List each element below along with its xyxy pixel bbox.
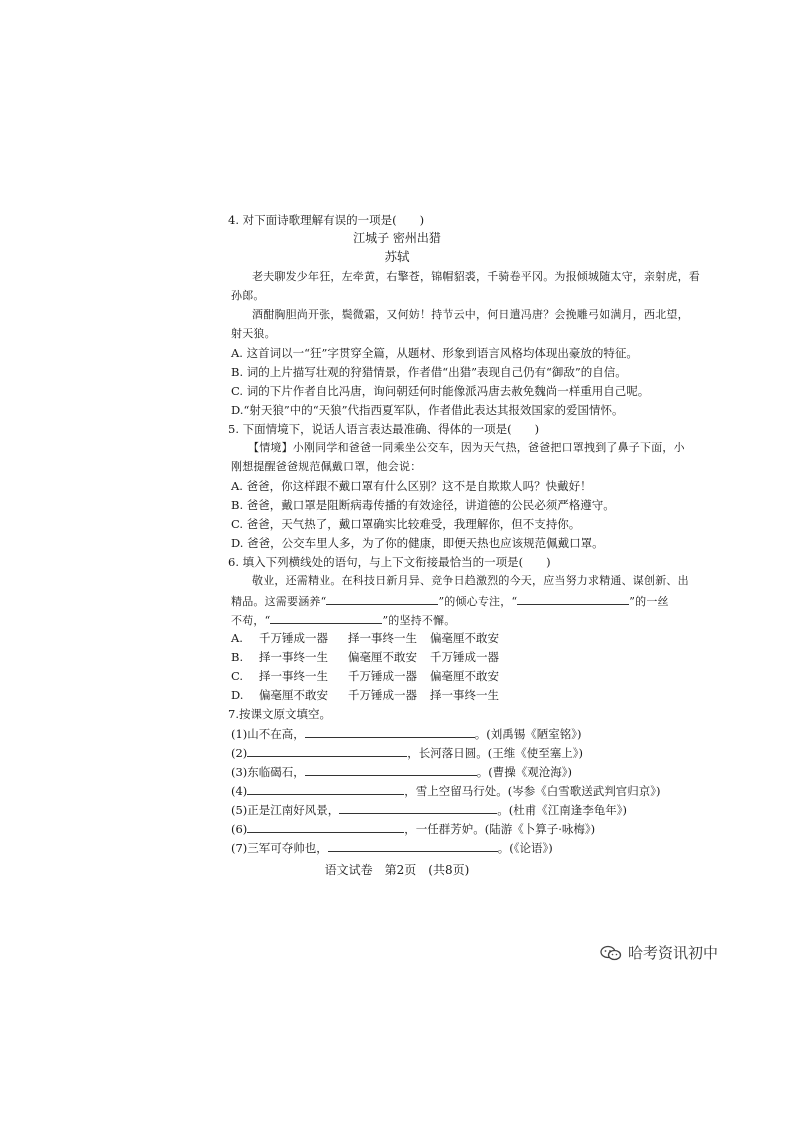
q6-blank-3	[270, 611, 382, 624]
q7-item-prefix: (1)山不在高，	[231, 727, 305, 741]
q6-option-label: D.	[231, 688, 244, 702]
poem-author: 苏轼	[384, 249, 410, 264]
q7-item-source: 。(杜甫《江南逢李龟年》)	[497, 803, 628, 817]
q7-item-prefix: (3)东临碣石，	[231, 765, 305, 779]
q5-option-d: D. 爸爸，公交车里人多，为了你的健康，即便天热也应该规范佩戴口罩。	[231, 536, 604, 550]
q6-text-b	[231, 592, 669, 610]
q6-text-b3: ”的一丝	[629, 595, 669, 608]
q6-option-label: C.	[231, 669, 244, 683]
q6-text-b2: ”的倾心专注，“	[438, 595, 518, 608]
q6-option-cell: 偏毫厘不敢安	[348, 650, 417, 664]
q6-option-cell: 千万锤成一器	[348, 688, 417, 702]
poem-line-1b: 孙郎。	[231, 289, 265, 302]
wechat-icon	[600, 945, 622, 961]
q7-answer-blank	[247, 820, 404, 833]
q7-item-1	[231, 725, 582, 742]
poem-line-2a: 酒酣胸胆尚开张，鬓微霜，又何妨！持节云中，何日遣冯唐？会挽雕弓如满月，西北望，	[252, 308, 689, 321]
q6-option-d	[231, 687, 499, 703]
q6-text-c1: 不苟，“	[231, 614, 271, 627]
q6-option-cell: 择一事终一生	[348, 631, 417, 645]
q5-context-a: 【情境】小刚同学和爸爸一同乘坐公交车，因为天气热，爸爸把口罩拽到了鼻子下面，小	[248, 441, 685, 454]
q6-text-b1: 精品。这需要涵养“	[231, 595, 327, 608]
q7-item-source: ，长河落日圆。(王维《使至塞上》)	[407, 746, 584, 760]
q5-stem: 5. 下面情境下，说话人语言表达最准确、得体的一项是( )	[228, 422, 540, 436]
q7-item-source: ，雪上空留马行处。(岑参《白雪歌送武判官归京》)	[404, 784, 661, 798]
q6-option-cell: 千万锤成一器	[348, 669, 417, 683]
q6-stem: 6. 填入下列横线处的语句，与上下文衔接最恰当的一项是( )	[228, 555, 551, 569]
q4-option-a: A. 这首词以一“狂”字贯穿全篇，从题材、形象到语言风格均体现出豪放的特征。	[231, 346, 638, 360]
q6-option-cell: 择一事终一生	[259, 650, 328, 664]
q6-option-cell: 择一事终一生	[430, 688, 499, 702]
q7-item-prefix: (5)正是江南好风景，	[231, 803, 340, 817]
watermark-text: 哈考资讯初中	[628, 944, 719, 962]
q5-option-b: B. 爸爸，戴口罩是阻断病毒传播的有效途径，讲道德的公民必须严格遵守。	[231, 498, 615, 512]
q4-option-b: B. 词的上片描写壮观的狩猎情景，作者借“出猎”表现自己仍有“御敌”的自信。	[231, 365, 627, 379]
q6-option-cell: 偏毫厘不敢安	[430, 669, 499, 683]
q6-blank-2	[517, 592, 629, 605]
q6-option-cell: 择一事终一生	[259, 669, 328, 683]
q6-text-c	[231, 611, 455, 629]
q4-option-c: C. 词的下片作者自比冯唐，询问朝廷何时能像派冯唐去赦免魏尚一样重用自己呢。	[231, 384, 650, 398]
q7-item-source: 。(《论语》)	[497, 841, 553, 855]
q6-text-c2: ”的坚持不懈。	[382, 614, 456, 627]
page-footer: 语文试卷 第2页 (共8页)	[324, 863, 470, 877]
q7-item-prefix: (4)	[231, 784, 248, 798]
q6-option-cell: 偏毫厘不敢安	[430, 631, 499, 645]
q7-answer-blank	[328, 839, 498, 852]
q6-option-cell: 千万锤成一器	[430, 650, 499, 664]
q7-answer-blank	[305, 725, 475, 738]
q7-item-7	[231, 839, 553, 856]
q7-item-3	[231, 763, 572, 780]
q6-option-b	[231, 649, 499, 665]
q7-item-prefix: (2)	[231, 746, 248, 760]
poem-line-1a: 老夫聊发少年狂，左牵黄，右擎苍，锦帽貂裘，千骑卷平冈。为报倾城随太守，亲射虎，看	[252, 270, 700, 283]
q6-option-a	[231, 630, 499, 646]
q7-answer-blank	[339, 801, 497, 814]
q7-item-2	[231, 744, 583, 761]
q6-option-cell: 偏毫厘不敢安	[259, 688, 328, 702]
q7-item-5	[231, 801, 627, 818]
q7-item-6	[231, 820, 595, 837]
q7-item-prefix: (7)三军可夺帅也，	[231, 841, 328, 855]
q4-option-d: D.“射天狼”中的“天狼”代指西夏军队，作者借此表达其报效国家的爱国情怀。	[231, 403, 624, 417]
q4-stem: 4. 对下面诗歌理解有误的一项是( )	[228, 213, 425, 227]
q5-option-a: A. 爸爸，你这样跟不戴口罩有什么区别？这不是自欺欺人吗？快戴好！	[231, 479, 592, 493]
q5-context-b: 刚想提醒爸爸规范佩戴口罩，他会说：	[231, 460, 422, 473]
q5-option-c: C. 爸爸，天气热了，戴口罩确实比较难受，我理解你，但不支持你。	[231, 517, 581, 531]
q7-stem: 7.按课文原文填空。	[228, 707, 331, 721]
q7-item-source: ，一任群芳妒。(陆游《卜算子·咏梅》)	[404, 822, 596, 836]
q7-item-4	[231, 782, 661, 799]
q7-answer-blank	[247, 782, 404, 795]
q6-option-label: A.	[231, 631, 243, 645]
q7-item-source: 。(曹操《观沧海》)	[476, 765, 573, 779]
poem-line-2b: 射天狼。	[231, 327, 276, 340]
q6-text-a: 敬业，还需精业。在科技日新月异、竞争日趋激烈的今天，应当努力求精通、谋创新、出	[252, 574, 689, 587]
q6-blank-1	[326, 592, 438, 605]
q7-item-source: 。(刘禹锡《陋室铭》)	[474, 727, 582, 741]
q7-answer-blank	[305, 763, 477, 776]
q6-option-label: B.	[231, 650, 244, 664]
q7-answer-blank	[247, 744, 407, 757]
q6-option-c	[231, 668, 499, 684]
poem-title: 江城子 密州出猎	[353, 231, 441, 245]
q7-item-prefix: (6)	[231, 822, 248, 836]
q6-option-cell: 千万锤成一器	[259, 631, 328, 645]
watermark	[600, 942, 718, 963]
